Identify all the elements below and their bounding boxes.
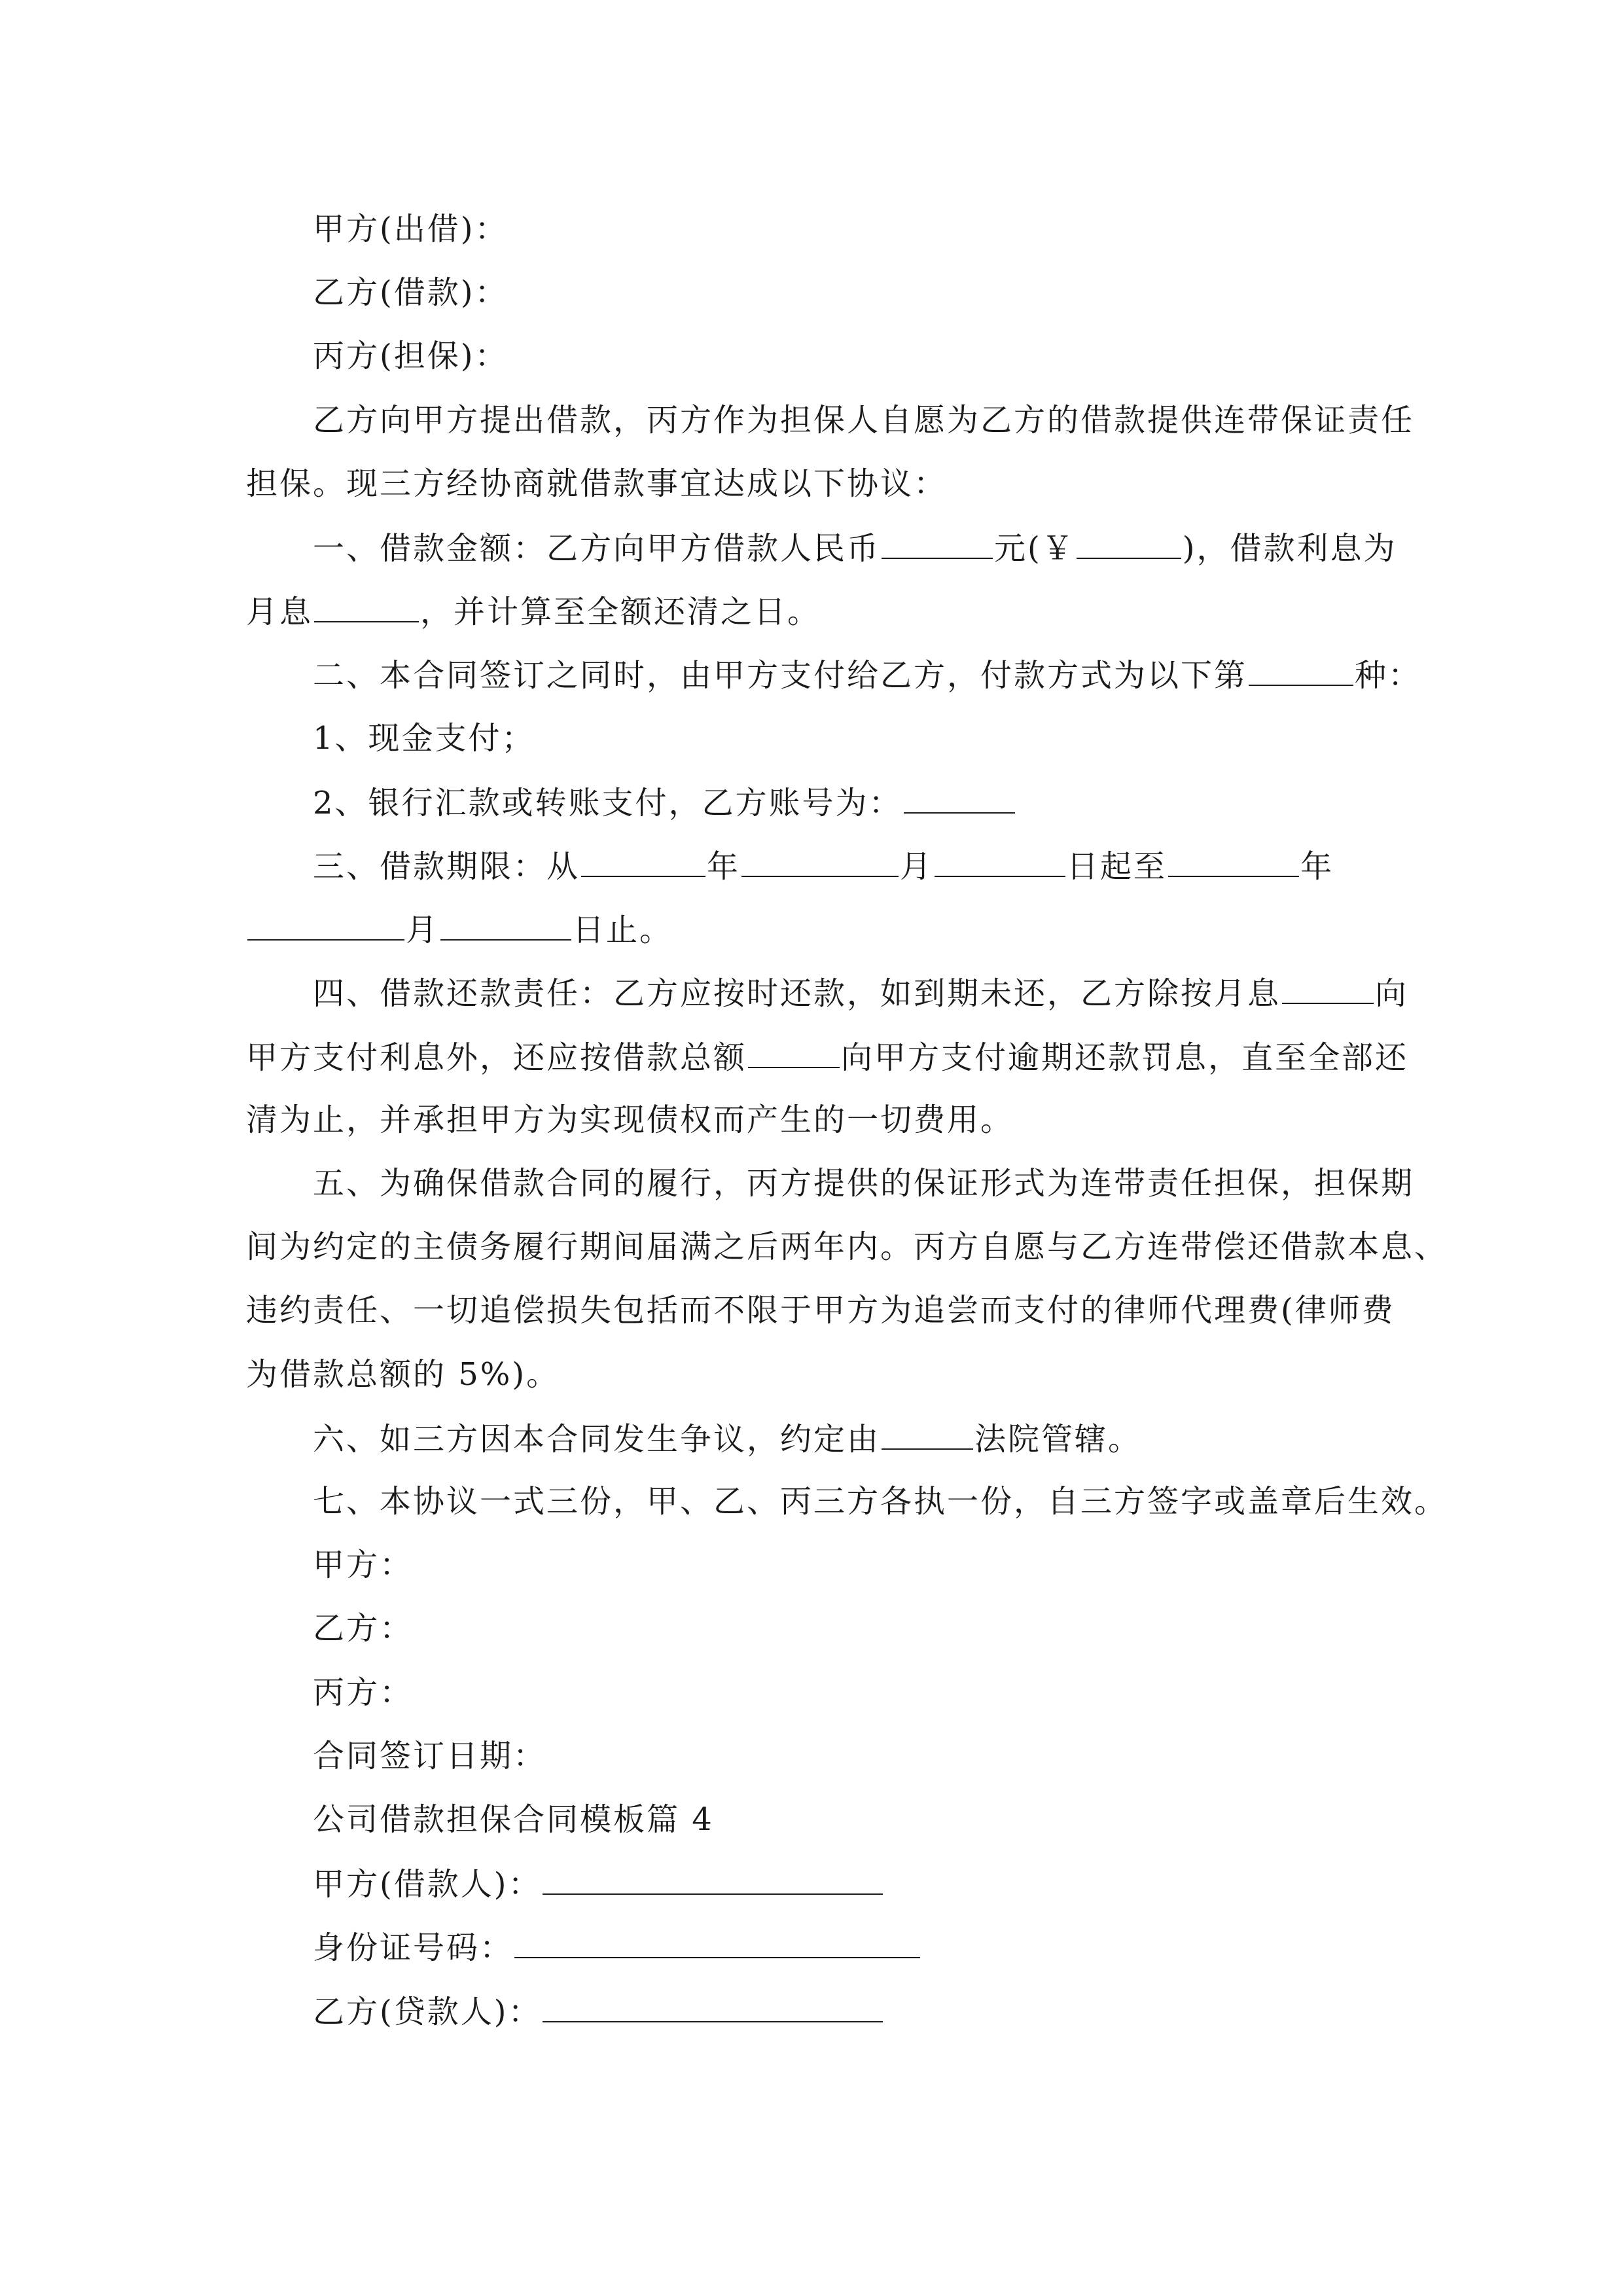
section-heading-4: 公司借款担保合同模板篇 4 [313, 1801, 714, 1838]
intro-line-2: 担保。现三方经协商就借款事宜达成以下协议： [246, 465, 948, 502]
lender-name-blank[interactable] [543, 1991, 883, 2022]
clause-7-line: 七、本协议一式三份，甲、乙、丙三方各执一份，自三方签字或盖章后生效。 [313, 1483, 1448, 1520]
clause-2-option-2: 2、银行汇款或转账支付，乙方账号为： [313, 782, 1452, 823]
clause-2-line: 二、本合同签订之同时，由甲方支付给乙方，付款方式为以下第 种： [313, 655, 1452, 695]
clause-5-line-3: 违约责任、一切追偿损失包括而不限于甲方为追尝而支付的律师代理费(律师费 [246, 1292, 1395, 1329]
p4-lender-line: 乙方(贷款人)： [313, 1991, 1452, 2032]
p4-borrower-line: 甲方(借款人)： [313, 1863, 1452, 1904]
clause-1-line-1: 一、借款金额：乙方向甲方借款人民币 元(￥ )，借款利息为 [313, 528, 1452, 568]
clause-2-option-1: 1、现金支付； [313, 720, 535, 757]
borrower-name-blank[interactable] [543, 1863, 883, 1895]
party-b-label: 乙方(借款)： [313, 274, 508, 311]
intro-line-1: 乙方向甲方提出借款，丙方作为担保人自愿为乙方的借款提供连带保证责任 [313, 402, 1415, 439]
id-number-blank[interactable] [514, 1927, 920, 1958]
clause-3-line-1: 三、借款期限：从 年 月 日起至 年 [313, 846, 1452, 886]
end-day-blank[interactable] [440, 909, 571, 941]
clause-4-line-3: 清为止，并承担甲方为实现债权而产生的一切费用。 [246, 1102, 1014, 1138]
clause-5-line-1: 五、为确保借款合同的履行，丙方提供的保证形式为连带责任担保，担保期 [313, 1165, 1415, 1202]
party-a-label: 甲方(出借)： [313, 211, 508, 247]
clause-4-line-2: 甲方支付利息外，还应按借款总额 向甲方支付逾期还款罚息，直至全部还 [246, 1037, 1385, 1077]
p4-id-line: 身份证号码： [313, 1927, 1452, 1967]
clause-5-line-4: 为借款总额的 5%)。 [246, 1356, 560, 1393]
start-month-blank[interactable] [741, 846, 899, 877]
monthly-interest-blank[interactable] [314, 591, 419, 622]
clause-6-line: 六、如三方因本合同发生争议，约定由 法院管辖。 [313, 1418, 1452, 1459]
clause-1-line-2: 月息 ，并计算至全额还清之日。 [246, 591, 1385, 632]
clause-3-line-2: 月 日止。 [246, 909, 1385, 950]
end-year-blank[interactable] [1168, 846, 1299, 877]
loan-amount-figure-blank[interactable] [1077, 528, 1181, 559]
court-blank[interactable] [882, 1418, 973, 1450]
payment-method-blank[interactable] [1249, 655, 1353, 686]
penalty-rate-blank[interactable] [748, 1037, 840, 1068]
signature-party-b: 乙方： [313, 1610, 414, 1647]
sign-date-label: 合同签订日期： [313, 1738, 547, 1774]
signature-party-c: 丙方： [313, 1674, 414, 1711]
party-c-label: 丙方(担保)： [313, 338, 508, 374]
end-month-blank[interactable] [247, 909, 404, 941]
start-day-blank[interactable] [935, 846, 1065, 877]
signature-party-a: 甲方： [313, 1547, 414, 1583]
clause-5-line-2: 间为约定的主债务履行期间届满之后两年内。丙方自愿与乙方连带偿还借款本息、 [246, 1229, 1448, 1265]
account-number-blank[interactable] [904, 782, 1015, 814]
overdue-interest-blank[interactable] [1282, 973, 1374, 1004]
loan-amount-blank[interactable] [882, 528, 993, 559]
start-year-blank[interactable] [581, 846, 705, 877]
clause-4-line-1: 四、借款还款责任：乙方应按时还款，如到期未还，乙方除按月息 向 [313, 973, 1452, 1013]
